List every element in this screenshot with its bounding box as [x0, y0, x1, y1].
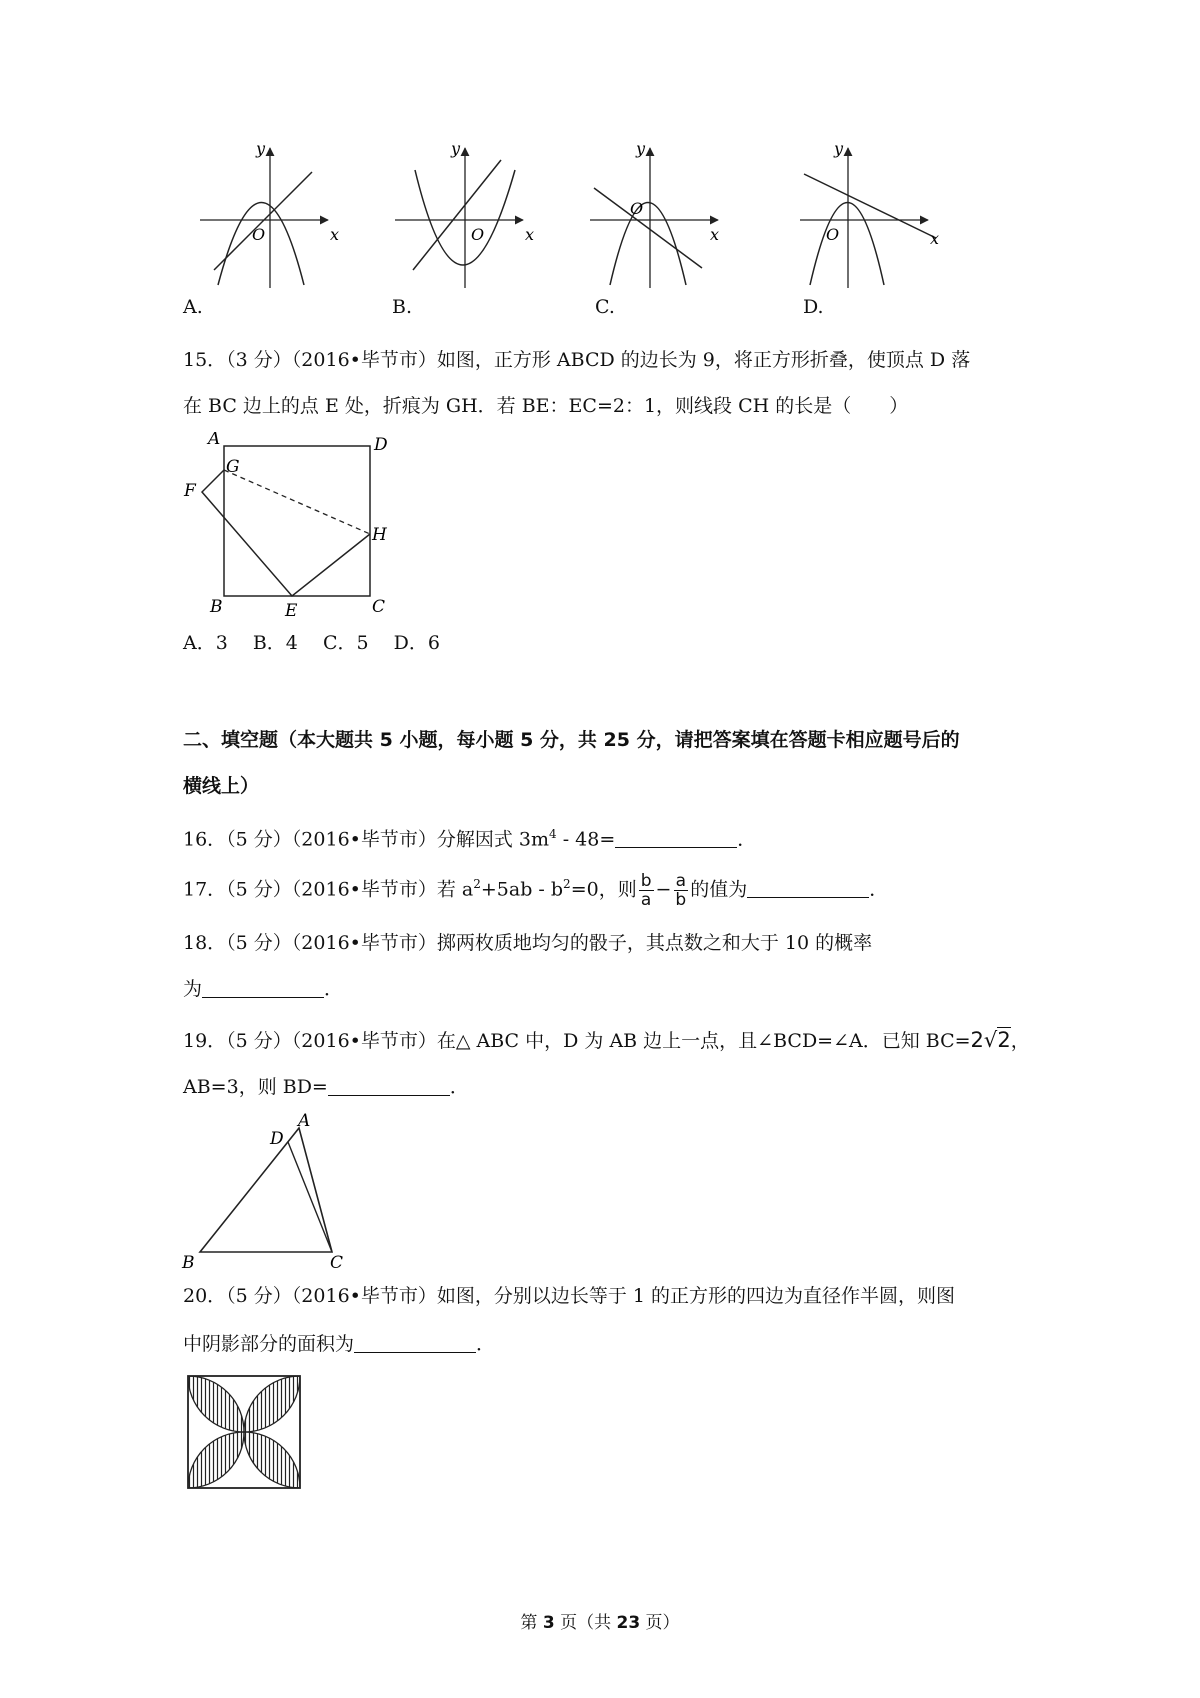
q18-end: ．	[324, 978, 344, 1000]
axis-x-label: x	[710, 225, 720, 244]
q17-answer-blank[interactable]	[747, 877, 869, 898]
sqrt-radicand: 2	[997, 1028, 1011, 1052]
axis-y-label: y	[451, 140, 461, 158]
label-c: C	[372, 597, 386, 617]
origin-label: O	[252, 225, 266, 244]
label-d: D	[374, 435, 388, 455]
label-c: C	[330, 1253, 344, 1270]
footer-text: 第	[520, 1613, 543, 1633]
frac-denominator: a	[640, 889, 652, 910]
q19-comma: ，	[1010, 1030, 1030, 1052]
q17-mid1: +5ab - b	[480, 878, 564, 901]
axis-y-label: y	[256, 140, 266, 158]
label-f: F	[184, 481, 196, 501]
q16-answer-blank[interactable]	[615, 827, 737, 848]
q19-sqrt-expression	[971, 1027, 1011, 1052]
q19-end: ．	[449, 1076, 469, 1098]
section2-heading-line1: 二、填空题（本大题共 5 小题，每小题 5 分，共 25 分，请把答案填在答题卡相应题号后的	[183, 729, 960, 751]
q17-exponent-2: 2	[563, 877, 571, 891]
q20-line1: 20．（5 分）（2016•毕节市）如图，分别以边长等于 1 的正方形的四边为直径作半圆，则图	[183, 1285, 956, 1307]
page-number: 3	[542, 1613, 555, 1633]
q15-line1: 15．（3 分）（2016•毕节市）如图，正方形 ABCD 的边长为 9，将正方形折叠，使顶点 D 落	[183, 349, 971, 371]
footer-text: 页（共	[554, 1613, 617, 1633]
q16-exponent: 4	[549, 827, 557, 841]
q16	[183, 820, 756, 853]
frac-numerator: a	[675, 870, 687, 891]
q20-answer-blank[interactable]	[354, 1332, 476, 1353]
q19-answer-blank[interactable]	[328, 1075, 450, 1096]
axis-x-label: x	[330, 225, 340, 244]
q17-prefix: 17．（5 分）（2016•毕节市）若 a	[183, 878, 474, 901]
q15-figure	[180, 432, 400, 622]
origin-label: O	[826, 225, 840, 244]
frac-denominator: b	[675, 889, 687, 910]
q18-prefix: 为	[183, 978, 203, 1000]
q16-end: ．	[737, 828, 757, 851]
q15-line2: 在 BC 边上的点 E 处，折痕为 GH．若 BE：EC=2：1，则线段 CH 的长是（ ）	[183, 395, 909, 417]
q19-text: 19．（5 分）（2016•毕节市）在△ ABC 中，D 为 AB 边上一点，且∠BCD=∠A．已知 BC=	[183, 1030, 971, 1052]
q20-figure	[184, 1372, 304, 1492]
label-b: B	[210, 597, 223, 617]
label-h: H	[372, 525, 387, 545]
q18-line1: 18．（5 分）（2016•毕节市）掷两枚质地均匀的骰子，其点数之和大于 10 的概率	[183, 932, 873, 954]
label-d: D	[270, 1129, 284, 1149]
axis-y-label: y	[636, 140, 646, 158]
q18-line2	[183, 975, 343, 1003]
q17-suffix: 的值为	[690, 878, 748, 901]
q20-end: ．	[476, 1333, 496, 1355]
total-pages: 23	[616, 1613, 641, 1633]
graph-a	[200, 140, 350, 290]
q17-fraction-b-over-a	[639, 872, 654, 909]
q19-prefix: AB=3，则 BD=	[183, 1076, 328, 1098]
option-d-label: D.	[803, 296, 824, 318]
q17-minus: −	[655, 878, 672, 901]
q15-options: A．3 B．4 C．5 D．6	[183, 632, 440, 654]
option-a-label: A.	[183, 296, 203, 318]
q19-figure	[180, 1110, 360, 1270]
label-a: A	[298, 1111, 311, 1131]
frac-numerator: b	[640, 870, 652, 891]
q17-exponent-1: 2	[473, 877, 481, 891]
q16-prefix: 16．（5 分）（2016•毕节市）分解因式 3m	[183, 828, 550, 851]
q17	[183, 870, 888, 909]
graph-d	[800, 140, 950, 290]
origin-label: O	[630, 199, 644, 218]
graph-b	[395, 140, 545, 290]
q20-prefix: 中阴影部分的面积为	[183, 1333, 355, 1355]
q18-answer-blank[interactable]	[202, 977, 324, 998]
q17-end: ．	[869, 878, 889, 901]
sqrt-coefficient: 2	[970, 1028, 984, 1052]
footer-text: 页）	[640, 1613, 680, 1633]
origin-label: O	[471, 225, 485, 244]
option-c-label: C.	[595, 296, 615, 318]
q19-line2	[183, 1073, 469, 1101]
axis-y-label: y	[834, 140, 844, 158]
q19-line1	[183, 1026, 1030, 1055]
label-a: A	[208, 432, 221, 449]
q20-line2	[183, 1330, 495, 1358]
label-e: E	[285, 601, 298, 621]
q16-suffix: - 48=	[556, 828, 616, 851]
sqrt-sign-icon: √	[983, 1028, 998, 1052]
section2-heading-line2: 横线上）	[183, 775, 260, 797]
label-b: B	[182, 1253, 195, 1270]
axis-x-label: x	[930, 229, 940, 248]
page-footer	[0, 1608, 1200, 1633]
option-b-label: B.	[392, 296, 413, 318]
graph-c	[590, 140, 740, 290]
axis-x-label: x	[525, 225, 535, 244]
q17-mid2: =0，则	[570, 878, 637, 901]
q17-fraction-a-over-b	[673, 872, 688, 909]
label-g: G	[226, 457, 240, 477]
